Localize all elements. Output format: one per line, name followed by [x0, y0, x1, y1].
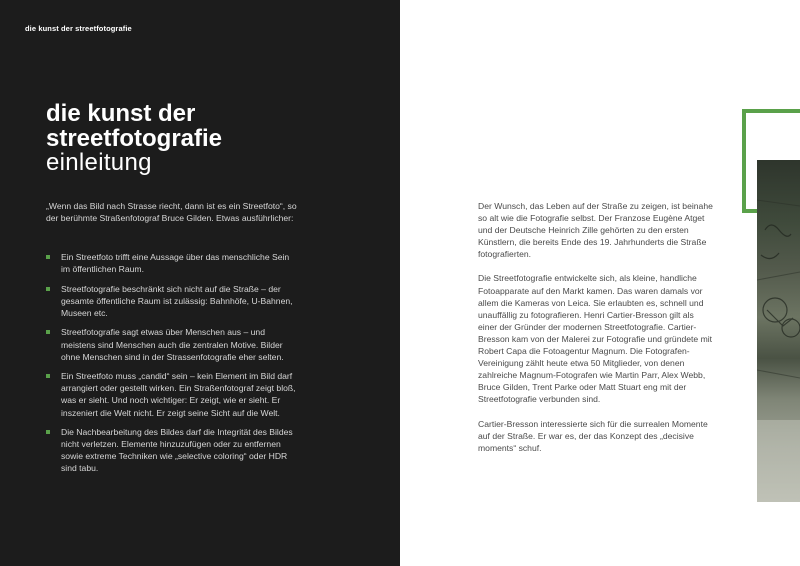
- bullet-text: Ein Streetfoto muss „candid“ sein – kein Element im Bild darf arrangiert oder gestellt wirken. Ein Straßenfotograf zeigt bloß, was er sieht. Und noch wichtiger: Er zeigt, wie er sieht. Er inszeniert die Welt nicht. Er zeigt seine Sicht auf die Welt.: [61, 371, 296, 418]
- bullet-icon: [46, 330, 50, 334]
- bullet-icon: [46, 430, 50, 434]
- title-line-2: streetfotografie: [46, 125, 223, 152]
- paragraph: Der Wunsch, das Leben auf der Straße zu zeigen, ist beinahe so alt wie die Fotografie selbst. Der Franzose Eugène Atget und der Deutsche Heinrich Zille gehörten zu den ersten Künstlern, die bereits Ende des 19. Jahrhunderts die Straße fotografierten.: [478, 201, 713, 260]
- bullet-icon: [46, 374, 50, 378]
- body-column: [478, 200, 713, 466]
- list-item: [46, 426, 298, 474]
- title-line-1: die kunst der: [46, 100, 196, 127]
- list-item: [46, 251, 298, 275]
- paragraph: Cartier-Bresson interessierte sich für die surrealen Momente auf der Straße. Er war es, der das Konzept des „decisive moments“ schuf.: [478, 418, 708, 453]
- bullet-icon: [46, 287, 50, 291]
- street-photo: [757, 160, 800, 502]
- bullet-text: Streetfotografie sagt etwas über Menschen aus – und meistens sind Menschen auch die zentralen Motive. Bilder ohne Menschen sind in der Strassenfotografie eher selten.: [61, 327, 284, 362]
- bullet-text: Ein Streetfoto trifft eine Aussage über das menschliche Sein im öffentlichen Raum.: [61, 252, 290, 275]
- page-title: [46, 101, 222, 151]
- bullet-list: [46, 251, 298, 482]
- photo-texture: [757, 160, 800, 502]
- bullet-text: Streetfotografie beschränkt sich nicht auf die Straße – der gesamte öffentliche Raum ist zulässig: Bahnhöfe, U-Bahnen, Museen etc.: [61, 283, 293, 318]
- intro-paragraph: „Wenn das Bild nach Strasse riecht, dann ist es ein Streetfoto“, so der berühmte Straßenfotograf Bruce Gilden. Etwas ausführlicher:: [46, 201, 297, 224]
- bullet-icon: [46, 255, 50, 259]
- list-item: [46, 283, 298, 319]
- paragraph: Die Streetfotografie entwickelte sich, als kleine, handliche Fotoapparate auf den Markt kamen. Das waren damals vor allem die Kameras von Leica. Sie erlaubten es, schnell und unauffällig zu fotografieren. Henri Cartier-Bresson gilt als einer der Gründer der modernen Streetfotografie. Cartier-Bresson kam von der Malerei zur Fotografie und gründete mit Robert Capa die Fotoagentur Magnum. Die Fotografen-Vereinigung zählt heute etwa 50 Mitglieder, von denen zahlreiche Magnum-Fotografen wie Martin Parr, Alex Webb, Bruce Gilden, Trent Parke oder Matt Stuart eng mit der Streetfotografie verbunden sind.: [478, 273, 713, 405]
- page-subtitle: einleitung: [46, 149, 152, 176]
- bullet-text: Die Nachbearbeitung des Bildes darf die Integrität des Bildes nicht verletzen. Elemente hinzuzufügen oder zu entfernen sowie extreme Techniken wie „selective coloring“ oder HDR sind tabu.: [61, 427, 293, 474]
- list-item: [46, 326, 298, 362]
- running-title: die kunst der streetfotografie: [25, 24, 132, 33]
- list-item: [46, 370, 298, 418]
